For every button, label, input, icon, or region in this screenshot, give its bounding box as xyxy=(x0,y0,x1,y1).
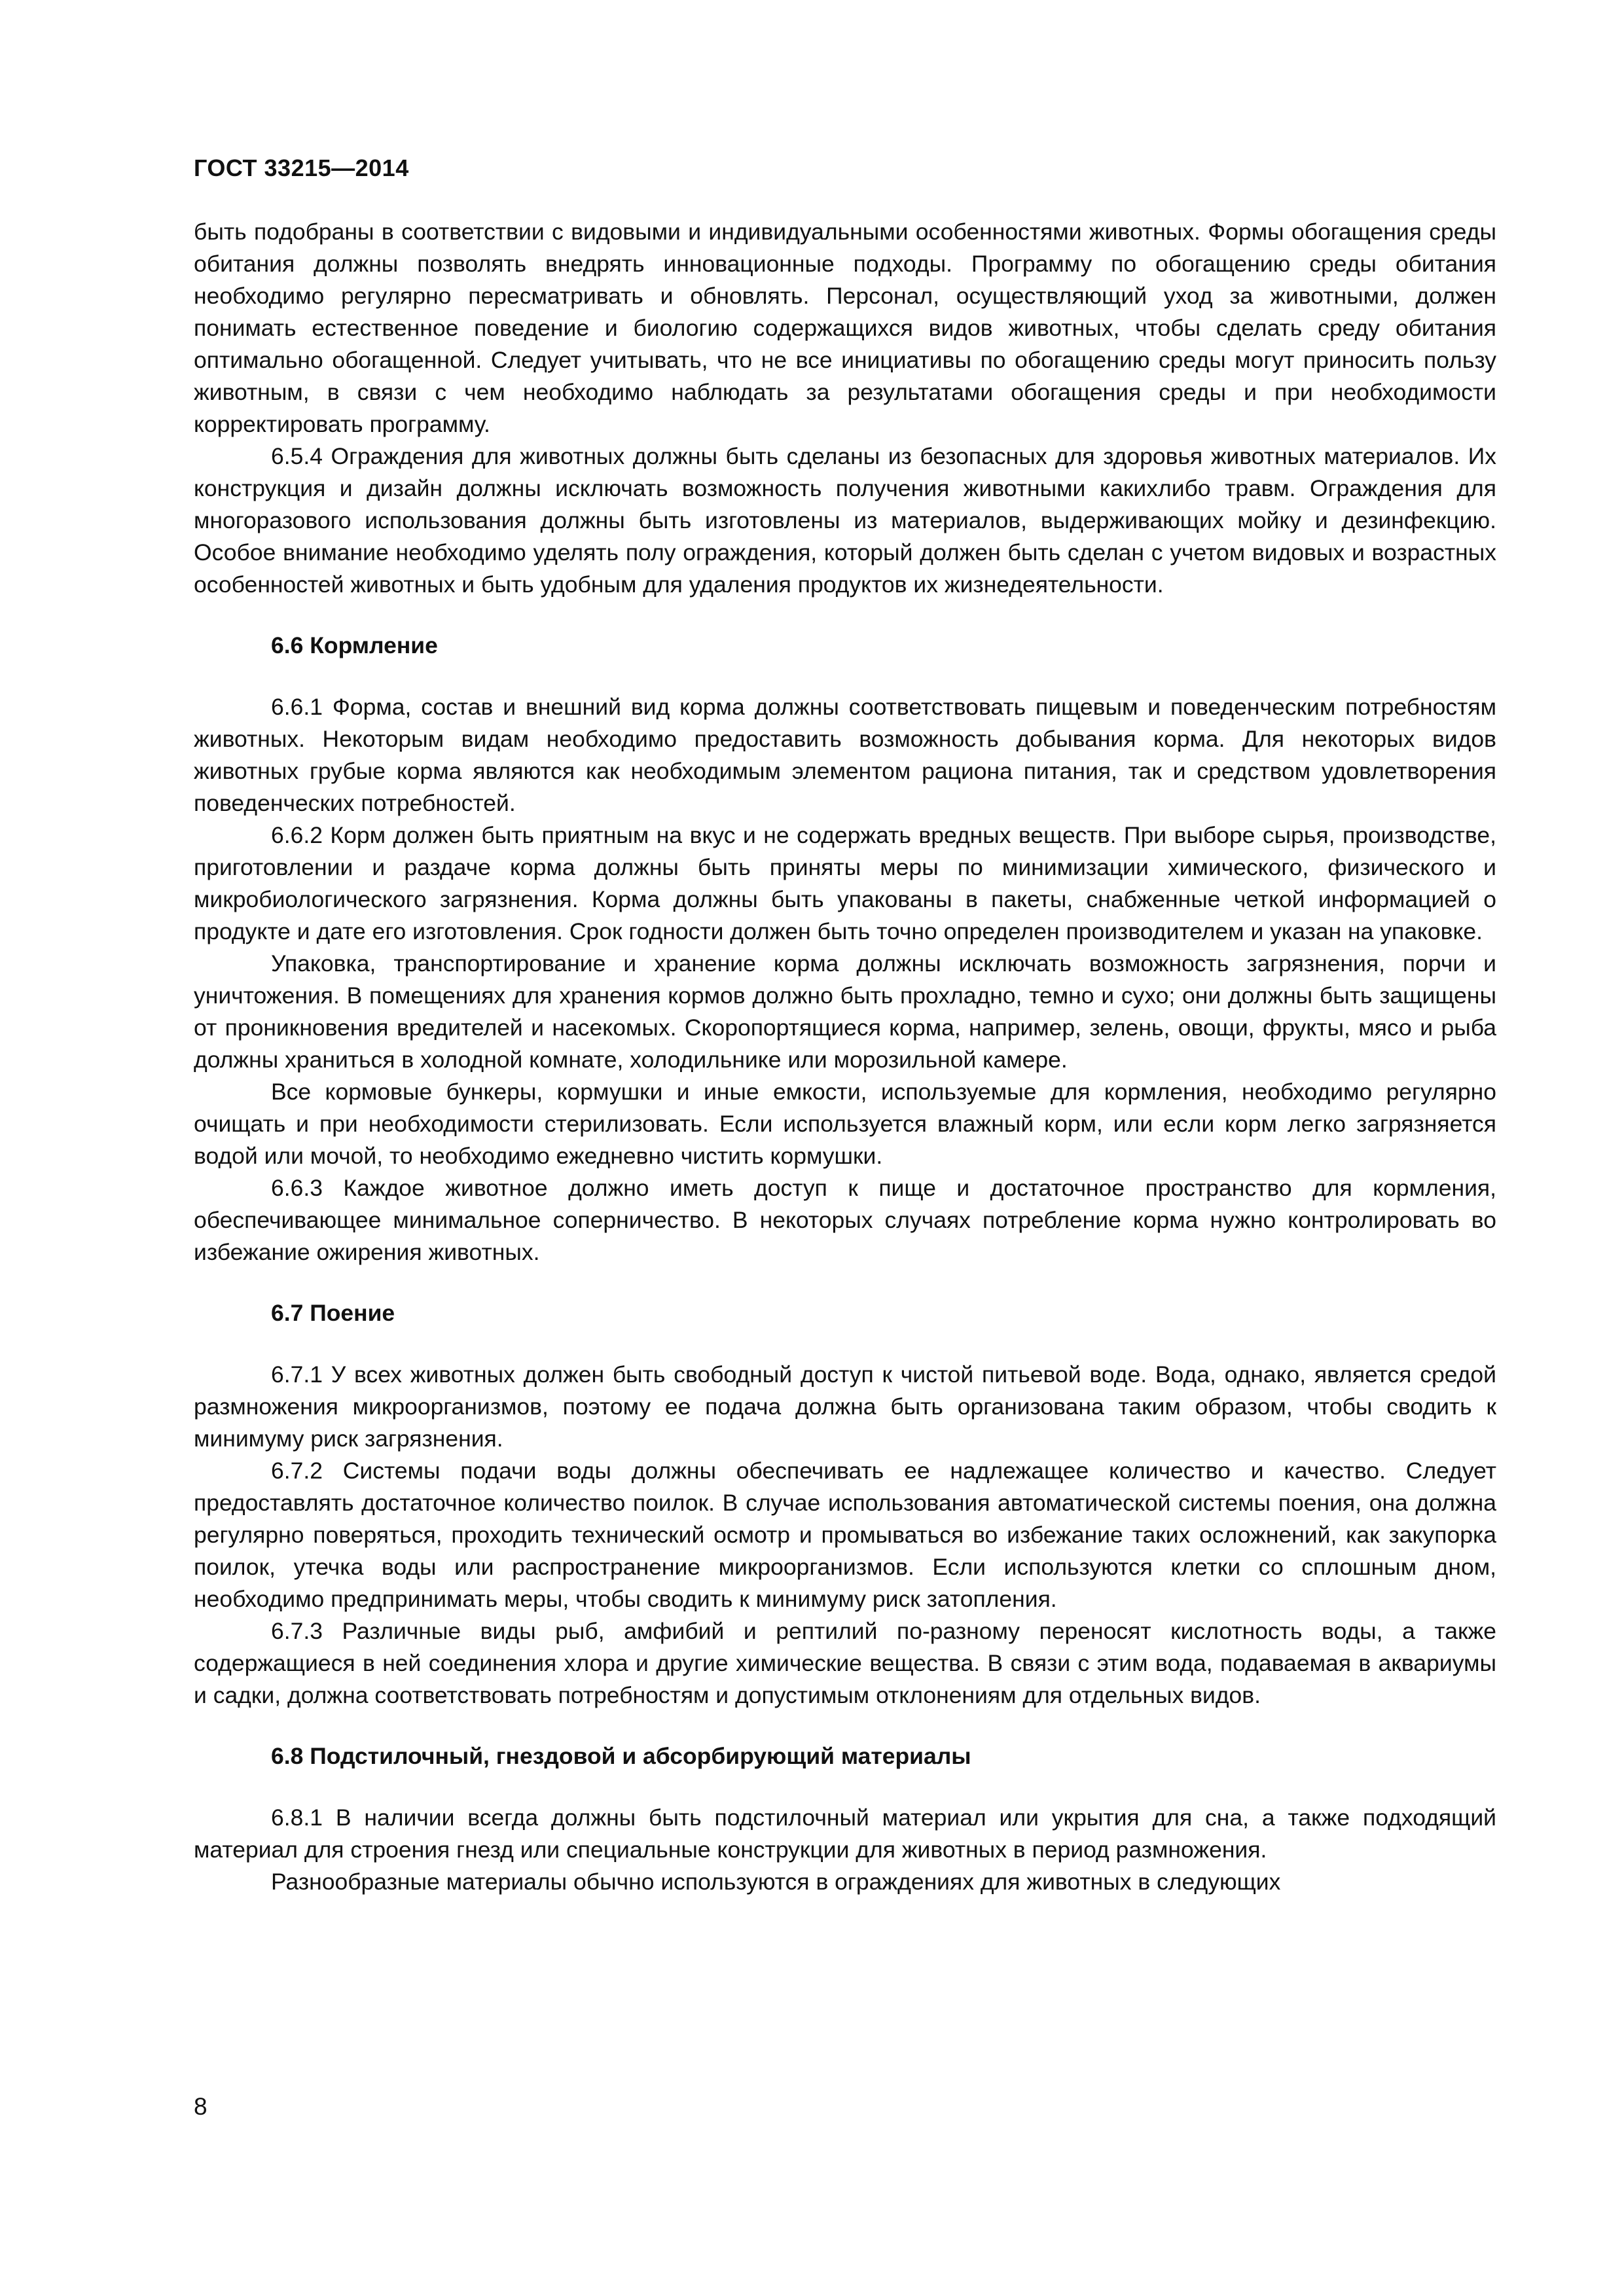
paragraph-packaging: Упаковка, транспортирование и хранение корма должны исключать возможность загрязнения, порчи и уничтожения. В помещениях для хранения кормов должно быть прохладно, темно и сухо; они должны быть защищены от проникновения вредителей и насекомых. Скоропортящиеся корма, например, зелень, овощи, фрукты, мясо и рыба должны храниться в холодной комнате, холодильнике или морозильной камере. xyxy=(194,950,1496,1073)
paragraph-feeders: Все кормовые бункеры, кормушки и иные емкости, используемые для кормления, необходимо регулярно очищать и при необходимости стерилизовать. Если используется влажный корм, или если корм легко загрязняется водой или мочой, то необходимо ежедневно чистить кормушки. xyxy=(194,1079,1496,1169)
section-heading-6-6: 6.6 Кормление xyxy=(271,632,438,658)
paragraph-6-6-1: 6.6.1 Форма, состав и внешний вид корма должны соответствовать пищевым и поведенческим потребностям животных. Некоторым видам необходимо предоставить возможность добывания корма. Для некоторых видов животных грубые корма являются как необходимым элементом рациона питания, так и средством удовлетворения поведенческих потребностей. xyxy=(194,694,1496,816)
page-number: 8 xyxy=(194,2093,208,2120)
paragraph-materials: Разнообразные материалы обычно используются в ограждениях для животных в следующих xyxy=(271,1869,1281,1895)
paragraph-continuation: быть подобраны в соответствии с видовыми и индивидуальными особенностями животных. Формы обогащения среды обитания должны позволять внедрять инновационные подходы. Программу по обогащению среды обитания необходимо регулярно пересматривать и обновлять. Персонал, осуществляющий уход за животными, должен понимать естественное поведение и биологию содержащихся видов животных, чтобы сделать среду обитания оптимально обогащенной. Следует учитывать, что не все инициативы по обогащению среды могут приносить пользу животным, в связи с чем необходимо наблюдать за результатами обогащения среды и при необходимости корректировать программу. xyxy=(194,219,1496,437)
document-body xyxy=(194,216,1496,1898)
paragraph-6-5-4: 6.5.4 Ограждения для животных должны быть сделаны из безопасных для здоровья животных материалов. Их конструкция и дизайн должны исключать возможность получения животными какихлибо травм. Ограждения для многоразового использования должны быть изготовлены из материалов, выдерживающих мойку и дезинфекцию. Особое внимание необходимо уделять полу ограждения, который должен быть сделан с учетом видовых и возрастных особенностей животных и быть удобным для удаления продуктов их жизнедеятельности. xyxy=(194,443,1496,598)
paragraph-6-7-1: 6.7.1 У всех животных должен быть свободный доступ к чистой питьевой воде. Вода, однако, является средой размножения микроорганизмов, поэтому ее подача должна быть организована таким образом, чтобы сводить к минимуму риск загрязнения. xyxy=(194,1361,1496,1452)
paragraph-6-8-1: 6.8.1 В наличии всегда должны быть подстилочный материал или укрытия для сна, а также подходящий материал для строения гнезд или специальные конструкции для животных в период размножения. xyxy=(194,1804,1496,1863)
document-header: ГОСТ 33215—2014 xyxy=(194,154,409,181)
paragraph-6-7-3: 6.7.3 Различные виды рыб, амфибий и рептилий по-разному переносят кислотность воды, а также содержащиеся в ней соединения хлора и другие химические вещества. В связи с этим вода, подаваемая в аквариумы и садки, должна соответствовать потребностям и допустимым отклонениям для отдельных видов. xyxy=(194,1618,1496,1708)
section-heading-6-8: 6.8 Подстилочный, гнездовой и абсорбирующий материалы xyxy=(271,1743,971,1769)
section-heading-6-7: 6.7 Поение xyxy=(271,1300,395,1326)
paragraph-6-6-3: 6.6.3 Каждое животное должно иметь доступ к пище и достаточное пространство для кормления, обеспечивающее минимальное соперничество. В некоторых случаях потребление корма нужно контролировать во избежание ожирения животных. xyxy=(194,1175,1496,1265)
paragraph-6-7-2: 6.7.2 Системы подачи воды должны обеспечивать ее надлежащее количество и качество. Следует предоставлять достаточное количество поилок. В случае использования автоматической системы поения, она должна регулярно поверяться, проходить технический осмотр и промываться во избежание таких осложнений, как закупорка поилок, утечка воды или распространение микроорганизмов. Если используются клетки со сплошным дном, необходимо предпринимать меры, чтобы сводить к минимуму риск затопления. xyxy=(194,1458,1496,1612)
paragraph-6-6-2: 6.6.2 Корм должен быть приятным на вкус и не содержать вредных веществ. При выборе сырья, производстве, приготовлении и раздаче корма должны быть приняты меры по минимизации химического, физического и микробиологического загрязнения. Корма должны быть упакованы в пакеты, снабженные четкой информацией о продукте и дате его изготовления. Срок годности должен быть точно определен производителем и указан на упаковке. xyxy=(194,822,1496,944)
